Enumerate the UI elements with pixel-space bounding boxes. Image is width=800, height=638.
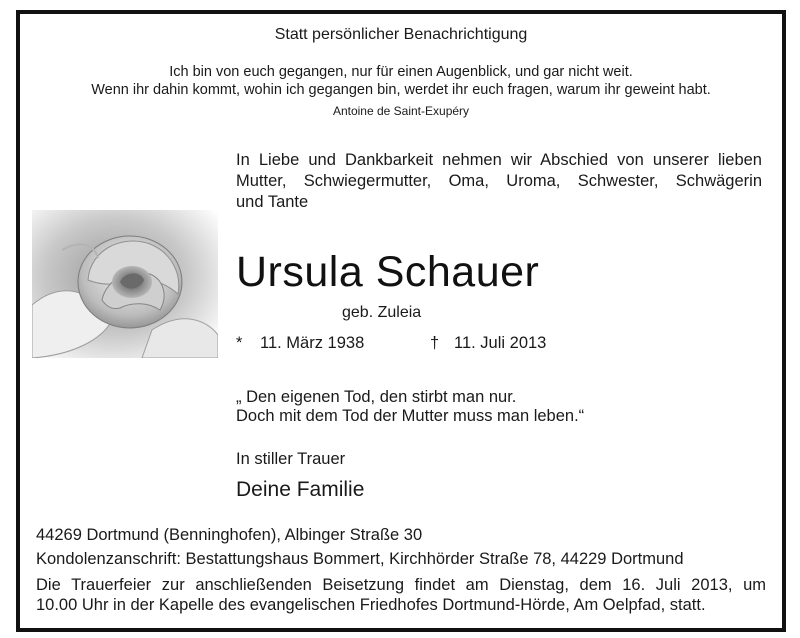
ceremony-notice bbox=[36, 575, 766, 615]
quote-line-1: Ich bin von euch gegangen, nur für einen Augenblick, und gar nicht weit. bbox=[169, 64, 633, 80]
intro-line-3: und Tante bbox=[236, 193, 309, 211]
birth-symbol: * bbox=[236, 334, 243, 352]
ceremony-line-2: 10.00 Uhr in der Kapelle des evangelischen Friedhofes Dortmund-Hörde, Am Oelpfad, statt. bbox=[36, 596, 706, 614]
family-address: 44269 Dortmund (Benninghofen), Albinger Straße 30 bbox=[36, 526, 423, 544]
ceremony-line-1: Die Trauerfeier zur anschließenden Beisetzung findet am Dienstag, dem 16. Juli 2013, um bbox=[36, 576, 766, 594]
condolence-address: Kondolenzanschrift: Bestattungshaus Bommert, Kirchhörder Straße 78, 44229 Dortmund bbox=[36, 550, 684, 568]
birth-date-group bbox=[236, 334, 364, 353]
header-title: Statt persönlicher Benachrichtigung bbox=[274, 26, 528, 43]
family-signature: Deine Familie bbox=[236, 478, 365, 501]
birth-date: 11. März 1938 bbox=[260, 334, 365, 352]
rose-image bbox=[32, 210, 218, 358]
intro-text bbox=[236, 150, 762, 213]
quote-line-2: Wenn ihr dahin kommt, wohin ich gegangen bin, werdet ihr euch fragen, warum ihr geweint habt. bbox=[91, 82, 711, 98]
obituary-frame bbox=[16, 10, 786, 632]
intro-line-1: In Liebe und Dankbarkeit nehmen wir Abschied von unserer lieben bbox=[236, 151, 762, 169]
verse-line-2: Doch mit dem Tod der Mutter muss man leben.“ bbox=[236, 407, 585, 425]
death-symbol: † bbox=[430, 334, 440, 352]
death-date: 11. Juli 2013 bbox=[454, 334, 547, 352]
birth-name: geb. Zuleia bbox=[342, 304, 422, 321]
verse-line-1: „ Den eigenen Tod, den stirbt man nur. bbox=[236, 388, 517, 406]
mourning-intro: In stiller Trauer bbox=[236, 450, 346, 468]
quote-author: Antoine de Saint-Exupéry bbox=[332, 104, 470, 118]
death-date-group bbox=[430, 334, 546, 353]
intro-line-2: Mutter, Schwiegermutter, Oma, Uroma, Schwester, Schwägerin bbox=[236, 172, 762, 190]
deceased-name: Ursula Schauer bbox=[236, 248, 540, 296]
